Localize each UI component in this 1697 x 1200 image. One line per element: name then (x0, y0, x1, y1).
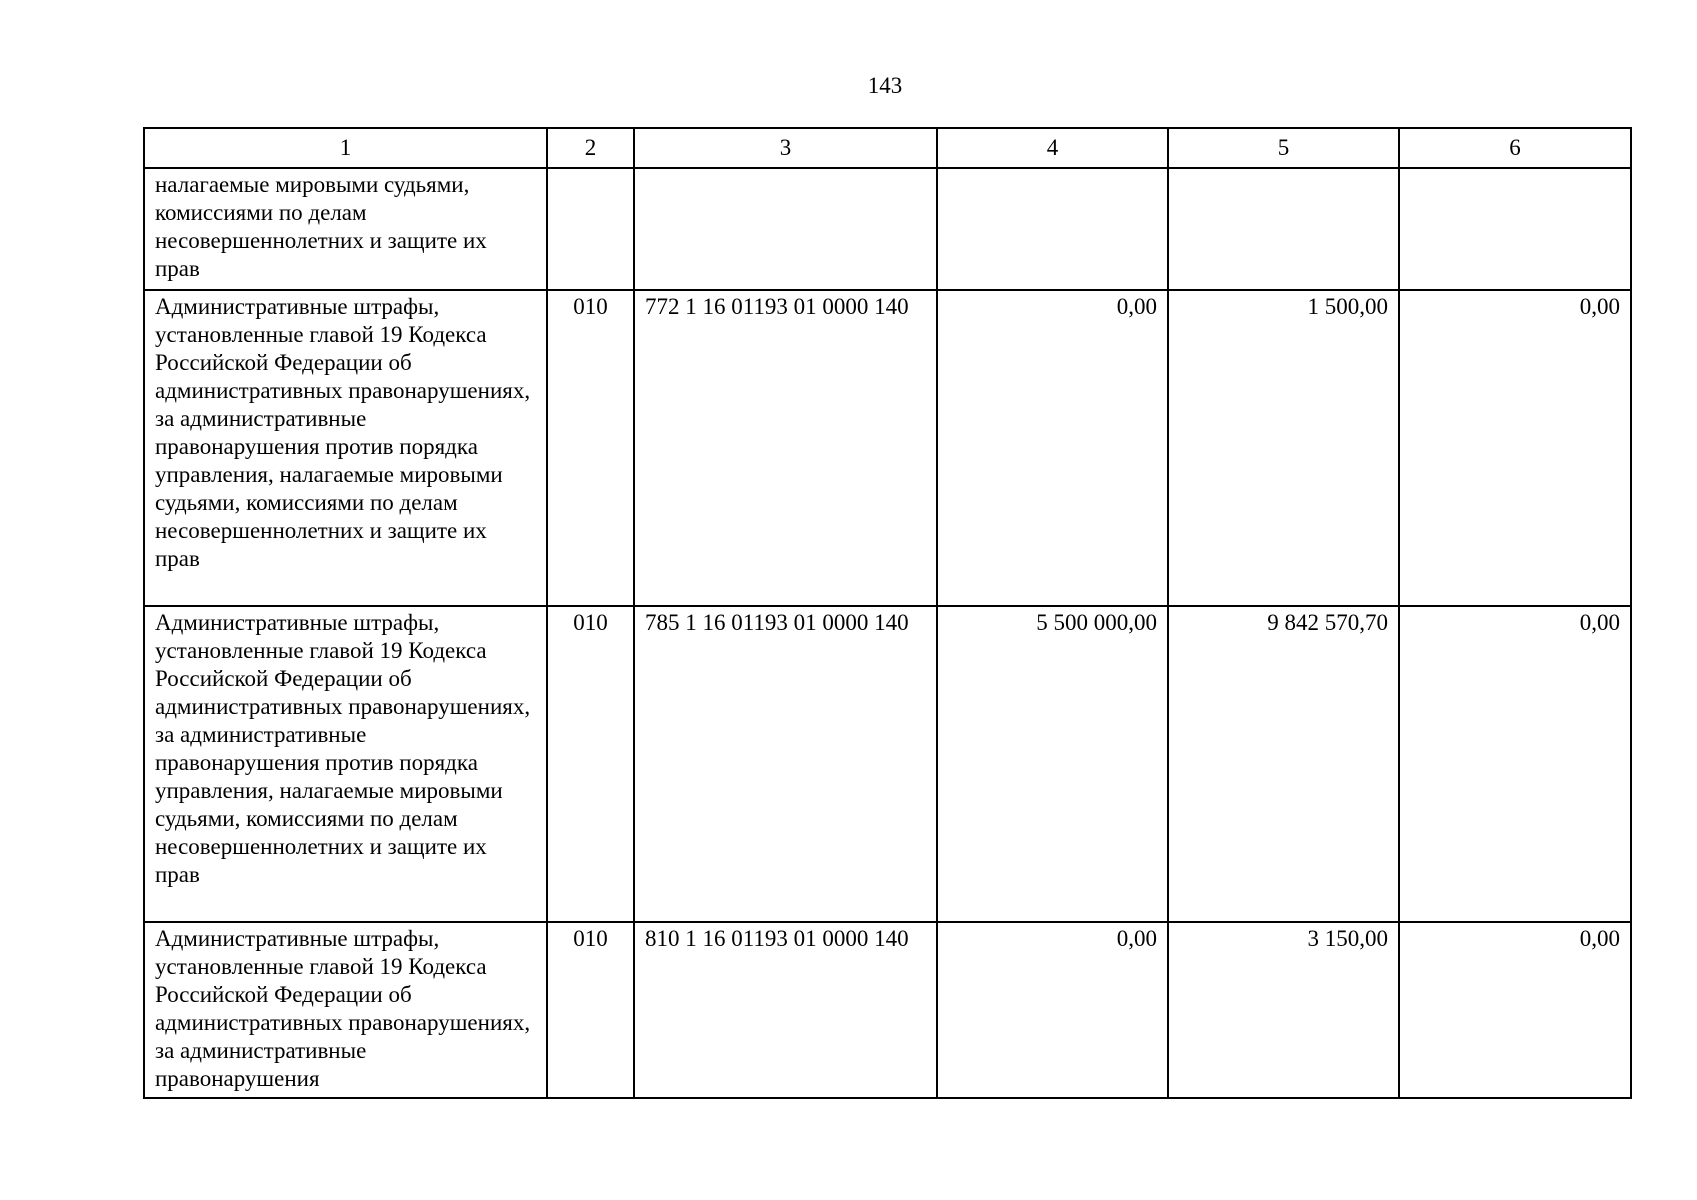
row-col6-value: 0,00 (1399, 606, 1631, 922)
row-col5-value (1168, 168, 1399, 290)
row-budget-code: 810 1 16 01193 01 0000 140 (634, 922, 937, 1098)
row-description: налагаемые мировыми судьями, комиссиями по делам несовершеннолетних и защите их прав (144, 168, 547, 290)
row-col5-value: 9 842 570,70 (1168, 606, 1399, 922)
row-budget-code (634, 168, 937, 290)
page-number: 143 (867, 73, 903, 98)
column-header-2: 2 (547, 128, 634, 168)
column-header-5: 5 (1168, 128, 1399, 168)
column-number-row (144, 128, 1631, 168)
column-header-4: 4 (937, 128, 1168, 168)
table-row (144, 168, 1631, 290)
table-row (144, 922, 1631, 1098)
row-col4-value: 5 500 000,00 (937, 606, 1168, 922)
column-header-1: 1 (144, 128, 547, 168)
row-line-code: 010 (547, 290, 634, 606)
row-budget-code: 772 1 16 01193 01 0000 140 (634, 290, 937, 606)
row-col6-value: 0,00 (1399, 922, 1631, 1098)
table-row (144, 606, 1631, 922)
column-header-6: 6 (1399, 128, 1631, 168)
revenue-table (143, 127, 1632, 1099)
row-col6-value (1399, 168, 1631, 290)
table-row (144, 290, 1631, 606)
row-col5-value: 3 150,00 (1168, 922, 1399, 1098)
row-budget-code: 785 1 16 01193 01 0000 140 (634, 606, 937, 922)
row-description: Административные штрафы, установленные главой 19 Кодекса Российской Федерации об административных правонарушениях, за административные правонарушения против порядка управления, налагаемые мировыми судьями, комиссиями по делам несовершеннолетних и защите их прав (144, 606, 547, 922)
column-header-3: 3 (634, 128, 937, 168)
row-col6-value: 0,00 (1399, 290, 1631, 606)
row-col5-value: 1 500,00 (1168, 290, 1399, 606)
row-line-code: 010 (547, 606, 634, 922)
row-line-code: 010 (547, 922, 634, 1098)
row-line-code (547, 168, 634, 290)
row-col4-value (937, 168, 1168, 290)
row-description: Административные штрафы, установленные главой 19 Кодекса Российской Федерации об административных правонарушениях, за административные правонарушения (144, 922, 547, 1098)
row-description: Административные штрафы, установленные главой 19 Кодекса Российской Федерации об административных правонарушениях, за административные правонарушения против порядка управления, налагаемые мировыми судьями, комиссиями по делам несовершеннолетних и защите их прав (144, 290, 547, 606)
row-col4-value: 0,00 (937, 922, 1168, 1098)
row-col4-value: 0,00 (937, 290, 1168, 606)
